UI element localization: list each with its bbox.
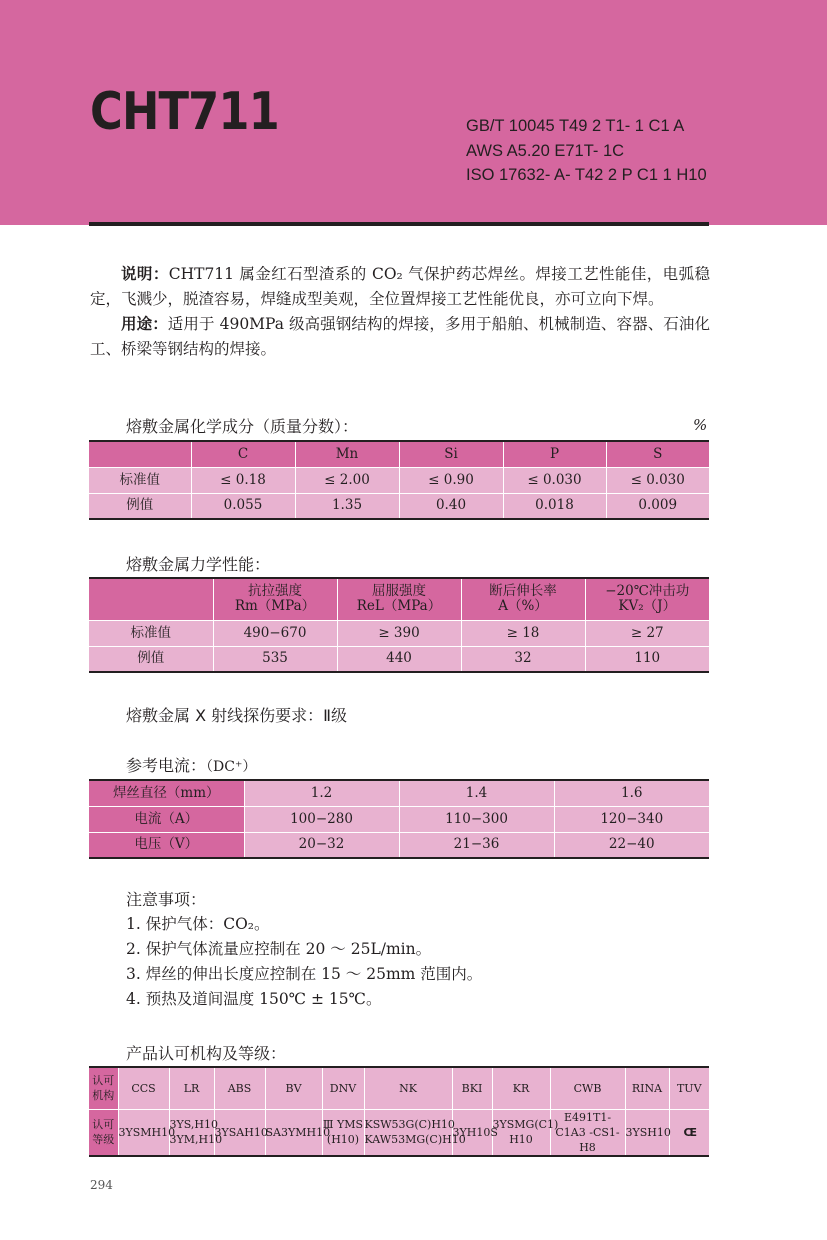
table-cell: 0.055 xyxy=(191,493,295,519)
grade-cell: 3YSMH10 xyxy=(118,1109,169,1156)
table-cell: 1.4 xyxy=(399,780,554,806)
agency-cell: BV xyxy=(265,1067,322,1109)
header-line: KV₂（J） xyxy=(618,598,677,615)
table-row xyxy=(89,832,709,858)
table-cell: 0.009 xyxy=(638,497,678,514)
agency-cell: DNV xyxy=(322,1067,364,1109)
chemical-header-cell xyxy=(89,441,191,467)
header-line: −20℃冲击功 xyxy=(605,583,690,600)
usage-label: 用途： xyxy=(121,315,168,333)
grade-cell: KSW53G(C)H10 KAW53MG(C)H10 xyxy=(364,1109,452,1156)
standard-iso: ISO 17632- A- T42 2 P C1 1 H10 xyxy=(466,166,707,184)
chemical-header-cell: Si xyxy=(399,441,503,467)
table-cell: ≤ 2.00 xyxy=(295,467,399,493)
usage-text: 适用于 490MPa 级高强钢结构的焊接，多用于船舶、机械制造、容器、石油化工、桥梁等钢结构的焊接。 xyxy=(90,315,710,358)
table-cell: 22−40 xyxy=(554,832,709,858)
row-label: 焊丝直径（mm） xyxy=(89,780,244,806)
table-cell: ≤ 0.90 xyxy=(399,467,503,493)
grade-cell: 3YSAH10 xyxy=(214,1109,265,1156)
approval-grade-row xyxy=(89,1109,709,1156)
header-line: ReL（MPa） xyxy=(356,598,442,615)
grade-cell: Ⅲ YMS (H10) xyxy=(322,1109,364,1156)
grade-cell: E491T1-C1A3 -CS1-H8 xyxy=(550,1109,625,1156)
table-cell: 0.018 xyxy=(503,493,606,519)
table-cell: ≥ 390 xyxy=(337,620,461,646)
table-cell: 21−36 xyxy=(399,832,554,858)
agency-cell: CCS xyxy=(118,1067,169,1109)
grade-cell: 3YSH10 xyxy=(625,1109,669,1156)
mechanical-title: 熔敷金属力学性能： xyxy=(126,555,271,574)
row-label: 电流（A） xyxy=(89,806,244,832)
notes-list xyxy=(126,912,482,1012)
row-label: 认可等级 xyxy=(89,1109,118,1156)
table-cell: 535 xyxy=(213,646,337,672)
table-cell: 20−32 xyxy=(244,832,399,858)
chemical-title: 熔敷金属化学成分（质量分数）： xyxy=(126,417,359,436)
grade-cell: 3YS,H10 3YM,H10 xyxy=(169,1109,214,1156)
table-cell: 0.40 xyxy=(399,493,503,519)
header-band xyxy=(0,0,827,225)
row-label: 标准值 xyxy=(89,620,213,646)
mechanical-header-cell xyxy=(585,578,709,620)
approval-table xyxy=(89,1066,709,1157)
mechanical-header-cell xyxy=(89,578,213,620)
product-code: CHT711 xyxy=(90,82,279,142)
current-unit: （DC⁺） xyxy=(206,759,257,775)
page-number: 294 xyxy=(90,1178,113,1192)
agency-cell: NK xyxy=(364,1067,452,1109)
agency-cell: RINA xyxy=(625,1067,669,1109)
table-cell: ≥ 18 xyxy=(461,620,585,646)
table-cell: ≤ 0.030 xyxy=(630,471,685,488)
grade-cell: SA3YMH10 xyxy=(265,1109,322,1156)
chemical-unit: % xyxy=(693,416,708,434)
table-cell: 440 xyxy=(337,646,461,672)
agency-cell: TUV xyxy=(676,1081,702,1095)
mechanical-header-row xyxy=(89,578,709,620)
table-cell: 100−280 xyxy=(244,806,399,832)
table-row xyxy=(89,493,709,519)
standards-list xyxy=(466,114,707,188)
table-cell: 32 xyxy=(461,646,585,672)
agency-cell: KR xyxy=(492,1067,550,1109)
note-item: 3. 焊丝的伸出长度应控制在 15 ～ 25mm 范围内。 xyxy=(126,965,483,983)
description-text: CHT711 属金红石型渣系的 CO₂ 气保护药芯焊丝。焊接工艺性能佳，电弧稳定，飞溅少，脱渣容易，焊缝成型美观，全位置焊接工艺性能优良，亦可立向下焊。 xyxy=(90,265,710,308)
row-label: 例值 xyxy=(89,493,191,519)
agency-cell: ABS xyxy=(214,1067,265,1109)
current-title: 参考电流： xyxy=(126,756,207,775)
table-row xyxy=(89,467,709,493)
header-line: A（%） xyxy=(498,598,548,615)
table-row xyxy=(89,806,709,832)
standard-aws: AWS A5.20 E71T- 1C xyxy=(466,141,625,160)
description-label: 说明： xyxy=(121,265,169,283)
table-cell: 1.35 xyxy=(295,493,399,519)
current-title-line xyxy=(126,753,256,776)
row-label: 例值 xyxy=(89,646,213,672)
table-cell: 490−670 xyxy=(213,620,337,646)
row-label: 认可机构 xyxy=(89,1067,118,1109)
agency-cell: LR xyxy=(169,1067,214,1109)
header-rule xyxy=(89,222,709,226)
chemical-header-cell: Mn xyxy=(295,441,399,467)
approval-title: 产品认可机构及等级： xyxy=(126,1044,287,1063)
chemical-header-cell: P xyxy=(503,441,606,467)
table-cell: ≥ 27 xyxy=(630,624,664,641)
chemical-table xyxy=(89,440,709,520)
table-cell: 120−340 xyxy=(554,806,709,832)
chemical-header-cell: C xyxy=(191,441,295,467)
usage-paragraph xyxy=(90,312,710,362)
note-item: 2. 保护气体流量应控制在 20 ～ 25L/min。 xyxy=(126,940,432,958)
table-row xyxy=(89,620,709,646)
header-line: 断后伸长率 xyxy=(489,583,557,600)
standard-gb: GB/T 10045 T49 2 T1- 1 C1 A xyxy=(466,117,685,135)
current-table xyxy=(89,779,709,859)
row-label: 标准值 xyxy=(89,467,191,493)
row-label: 电压（V） xyxy=(89,832,244,858)
xray-requirement: 熔敷金属 X 射线探伤要求：Ⅱ级 xyxy=(126,706,348,725)
header-line: 屈服强度 xyxy=(372,583,426,600)
ce-mark-logo: CE xyxy=(683,1125,696,1139)
header-line: 抗拉强度 xyxy=(248,583,302,600)
approval-agency-row xyxy=(89,1067,709,1109)
mechanical-header-cell xyxy=(213,578,337,620)
table-cell: 1.2 xyxy=(244,780,399,806)
table-row xyxy=(89,780,709,806)
note-item: 1. 保护气体：CO₂。 xyxy=(126,915,270,933)
table-cell: 110 xyxy=(634,650,661,667)
header-line: Rm（MPa） xyxy=(234,598,316,615)
note-item: 4. 预热及道间温度 150℃ ± 15℃。 xyxy=(126,990,382,1008)
description xyxy=(90,262,710,362)
table-cell: ≤ 0.030 xyxy=(503,467,606,493)
table-cell: ≤ 0.18 xyxy=(191,467,295,493)
agency-cell: BKI xyxy=(452,1067,492,1109)
description-paragraph xyxy=(90,262,710,312)
mechanical-header-cell xyxy=(337,578,461,620)
grade-cell: 3YH10S xyxy=(452,1109,492,1156)
mechanical-table xyxy=(89,577,709,673)
table-row xyxy=(89,646,709,672)
chemical-header-cell: S xyxy=(653,445,663,462)
notes-title: 注意事项： xyxy=(126,890,207,909)
table-cell: 1.6 xyxy=(554,780,709,806)
mechanical-header-cell xyxy=(461,578,585,620)
grade-cell: 3YSMG(C1) H10 xyxy=(492,1109,550,1156)
table-cell: 110−300 xyxy=(399,806,554,832)
chemical-header-row xyxy=(89,441,709,467)
agency-cell: CWB xyxy=(550,1067,625,1109)
